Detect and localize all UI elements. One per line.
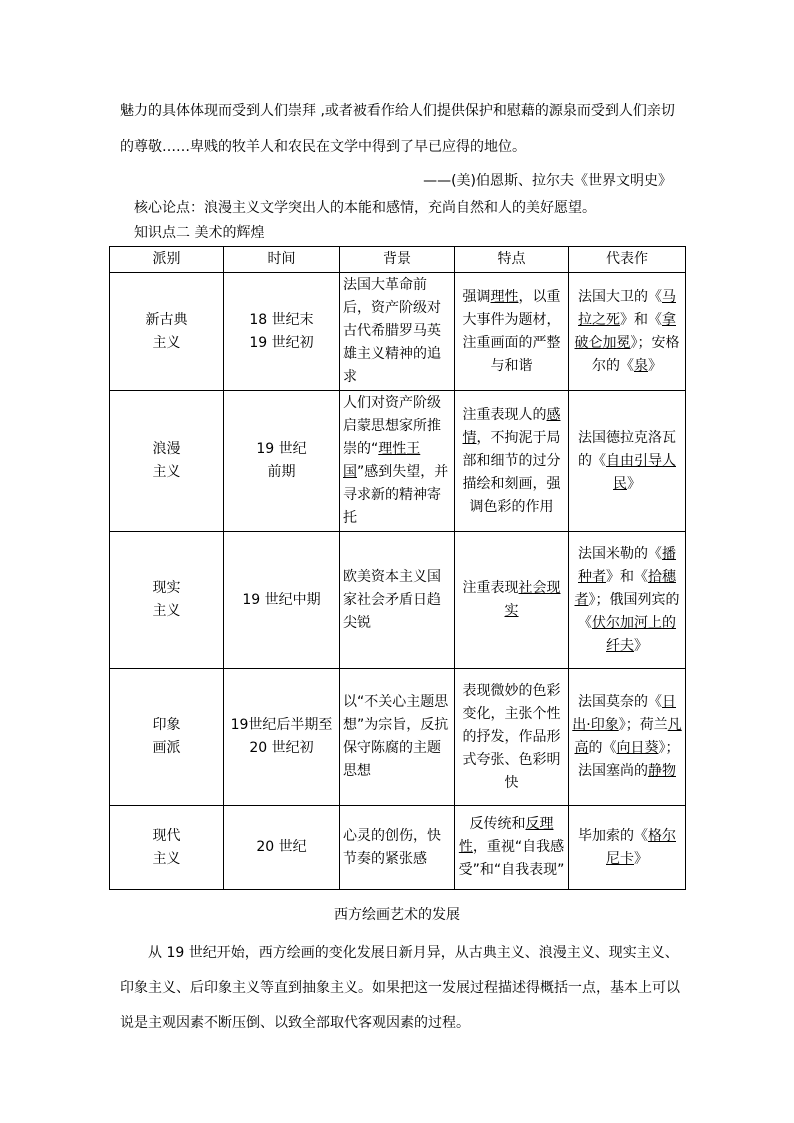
cell-time: 19 世纪中期 bbox=[224, 532, 340, 669]
closing-paragraph-text: 从 19 世纪开始，西方绘画的变化发展日新月异，从古典主义、浪漫主义、现实主义、印象主义、后印象主义等直到抽象主义。如果把这一发展过程描述得概括一点，基本上可以说是主观因素不断压倒、以致全部取代客观因素的过程。 bbox=[120, 945, 680, 1031]
cell-works bbox=[569, 273, 686, 391]
section-heading: 知识点二 美术的辉煌 bbox=[134, 225, 265, 241]
text-segment: 强调 bbox=[462, 288, 491, 305]
text-segment: 法国德拉克洛瓦的《 bbox=[578, 429, 676, 469]
underlined-term: 日出·印象 bbox=[572, 694, 676, 733]
cell-works bbox=[569, 532, 686, 669]
cell-feature bbox=[455, 391, 569, 532]
underlined-term: 感情 bbox=[462, 406, 561, 446]
table-header-row bbox=[110, 247, 686, 273]
cell-school: 现实 主义 bbox=[110, 532, 224, 669]
underlined-term: 伏尔加河上的纤夫 bbox=[592, 614, 676, 654]
cell-works bbox=[569, 806, 686, 890]
underlined-term: 凡高 bbox=[574, 717, 682, 756]
text-segment: 》和《 bbox=[606, 568, 648, 585]
table-row bbox=[110, 391, 686, 532]
text-segment: ，重视“自我感受”和“自我表现” bbox=[458, 839, 565, 878]
intro-line-1: 魅力的具体体现而受到人们崇拜 ,或者被看作给人们提供保护和慰藉的源泉而受到人们亲切 bbox=[120, 103, 675, 119]
underlined-term: 格尔尼卡 bbox=[606, 827, 676, 867]
text-segment: 》 bbox=[627, 475, 641, 492]
underlined-term: 自由引导人民 bbox=[606, 452, 676, 492]
cell-school: 现代 主义 bbox=[110, 806, 224, 890]
cell-school: 印象 画派 bbox=[110, 669, 224, 806]
underlined-term: 理性王国 bbox=[343, 441, 421, 480]
text-segment: 毕加索的《 bbox=[578, 827, 648, 844]
underlined-term: 拾穗者 bbox=[574, 568, 676, 608]
underlined-term: 马拉之死 bbox=[578, 288, 676, 328]
cell-works bbox=[569, 391, 686, 532]
cell-feature bbox=[455, 806, 569, 890]
cell-time: 18 世纪末 19 世纪初 bbox=[224, 273, 340, 391]
cell-works bbox=[569, 669, 686, 806]
cell-time: 19 世纪 前期 bbox=[224, 391, 340, 532]
header-background: 背景 bbox=[340, 247, 455, 273]
closing-paragraph bbox=[120, 936, 680, 1041]
cell-background: 以“不关心主题思想”为宗旨，反抗保守陈腐的主题思想 bbox=[340, 669, 455, 806]
cell-school: 新古典 主义 bbox=[110, 273, 224, 391]
table-row bbox=[110, 669, 686, 806]
cell-feature bbox=[455, 273, 569, 391]
cell-time: 20 世纪 bbox=[224, 806, 340, 890]
text-segment: 法国米勒的《 bbox=[578, 545, 662, 562]
quote-attribution: ——(美)伯恩斯、拉尔夫《世界文明史》 bbox=[423, 173, 672, 189]
cell-background bbox=[340, 391, 455, 532]
text-segment: 法国大卫的《 bbox=[578, 288, 662, 305]
art-schools-table bbox=[109, 246, 686, 890]
cell-feature: 表现微妙的色彩变化，主张个性的抒发，作品形式夸张、色彩明快 bbox=[455, 669, 569, 806]
underlined-term: 理性 bbox=[490, 288, 519, 305]
text-segment: ”感到失望，并寻求新的精神寄托 bbox=[343, 464, 449, 526]
header-school: 派别 bbox=[110, 247, 224, 273]
underlined-term: 播种者 bbox=[578, 545, 676, 585]
table-row bbox=[110, 532, 686, 669]
header-time: 时间 bbox=[224, 247, 340, 273]
underlined-term: 拿破仑加冕 bbox=[574, 311, 676, 351]
cell-background: 心灵的创伤，快节奏的紧张感 bbox=[340, 806, 455, 890]
text-segment: 》；法国塞尚的 bbox=[578, 740, 680, 779]
cell-background: 欧美资本主义国家社会矛盾日趋尖锐 bbox=[340, 532, 455, 669]
text-segment: 》；安格尔的《 bbox=[592, 334, 680, 374]
closing-title: 西方绘画艺术的发展 bbox=[334, 907, 460, 923]
table-row bbox=[110, 273, 686, 391]
table-row bbox=[110, 806, 686, 890]
text-segment: 》 bbox=[634, 637, 648, 654]
core-argument: 核心论点：浪漫主义文学突出人的本能和感情，充尚自然和人的美好愿望。 bbox=[134, 200, 596, 216]
text-segment: ，以重大事件为题材，注重画面的严整与和谐 bbox=[462, 288, 561, 374]
text-segment: 法国莫奈的《 bbox=[578, 694, 662, 710]
cell-feature bbox=[455, 532, 569, 669]
header-feature: 特点 bbox=[455, 247, 569, 273]
text-segment: 反传统和 bbox=[469, 816, 526, 832]
underlined-term: 静物 bbox=[648, 763, 676, 779]
header-works: 代表作 bbox=[569, 247, 686, 273]
text-segment: 注重表现人的 bbox=[462, 406, 547, 423]
cell-school: 浪漫 主义 bbox=[110, 391, 224, 532]
underlined-term: 向日葵 bbox=[616, 740, 659, 756]
intro-line-2: 的尊敬……卑贱的牧羊人和农民在文学中得到了早已应得的地位。 bbox=[120, 139, 526, 155]
text-segment: 》和《 bbox=[620, 311, 662, 328]
text-segment: 》 bbox=[648, 357, 662, 374]
text-segment: 注重表现 bbox=[462, 580, 519, 596]
cell-background: 法国大革命前后，资产阶级对古代希腊罗马英雄主义精神的追求 bbox=[340, 273, 455, 391]
underlined-term: 反理性 bbox=[458, 816, 554, 855]
text-segment: 》 bbox=[634, 850, 648, 867]
text-segment: 》；俄国列宾的《 bbox=[578, 591, 680, 631]
text-segment: 》；荷兰 bbox=[618, 717, 668, 733]
text-segment: ，不拘泥于局部和细节的过分描绘和刻画，强调色彩的作用 bbox=[462, 429, 561, 515]
underlined-term: 社会现实 bbox=[504, 580, 561, 619]
text-segment: 人们对资产阶级启蒙思想家所推崇的“ bbox=[343, 395, 441, 457]
underlined-term: 泉 bbox=[634, 357, 648, 374]
text-segment: 的《 bbox=[588, 740, 617, 756]
cell-time: 19世纪后半期至 20 世纪初 bbox=[224, 669, 340, 806]
